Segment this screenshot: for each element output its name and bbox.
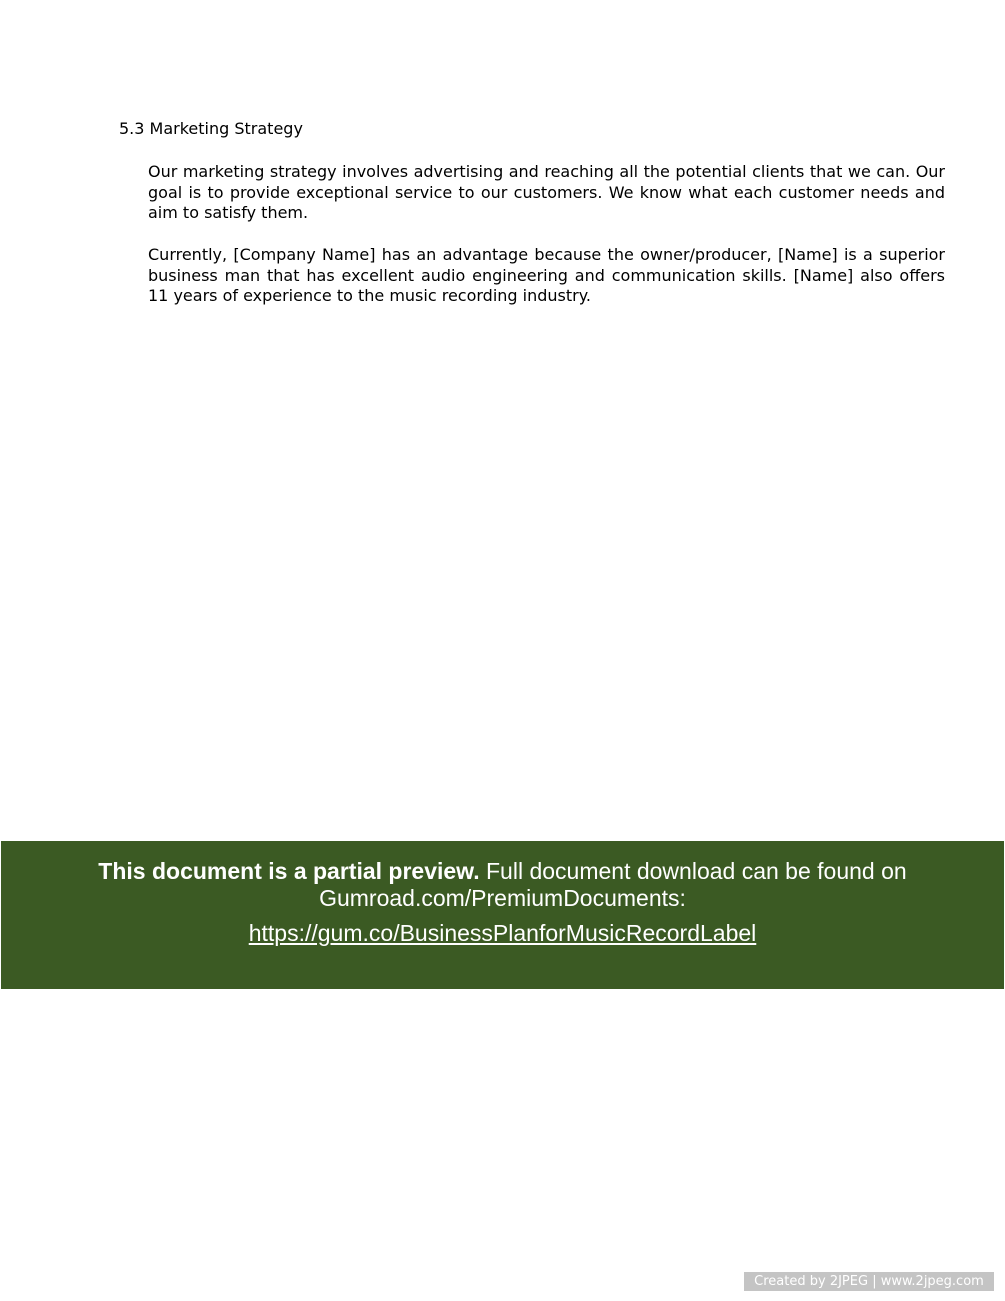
paragraph-company-advantage: Currently, [Company Name] has an advantage because the owner/producer, [Name] is a superior business man that has excellent audio engineering and communication skills. [Name] also offers 11 years of experience to the music recording industry. [148, 245, 945, 305]
banner-text-line1: Full document download can be found on [479, 858, 907, 884]
banner-bold-text: This document is a partial preview. [98, 858, 480, 884]
section-heading: 5.3 Marketing Strategy [119, 119, 303, 138]
banner-line-1 [1, 857, 1004, 885]
paragraph-marketing-strategy: Our marketing strategy involves advertising and reaching all the potential clients that we can. Our goal is to provide exceptional service to our customers. We know what each customer needs and aim to satisfy them. [148, 162, 945, 222]
preview-banner [1, 841, 1004, 989]
download-link[interactable]: https://gum.co/BusinessPlanforMusicRecordLabel [248, 920, 757, 946]
watermark: Created by 2JPEG | www.2jpeg.com [744, 1272, 994, 1291]
banner-text-line2: Gumroad.com/PremiumDocuments: [319, 885, 686, 911]
